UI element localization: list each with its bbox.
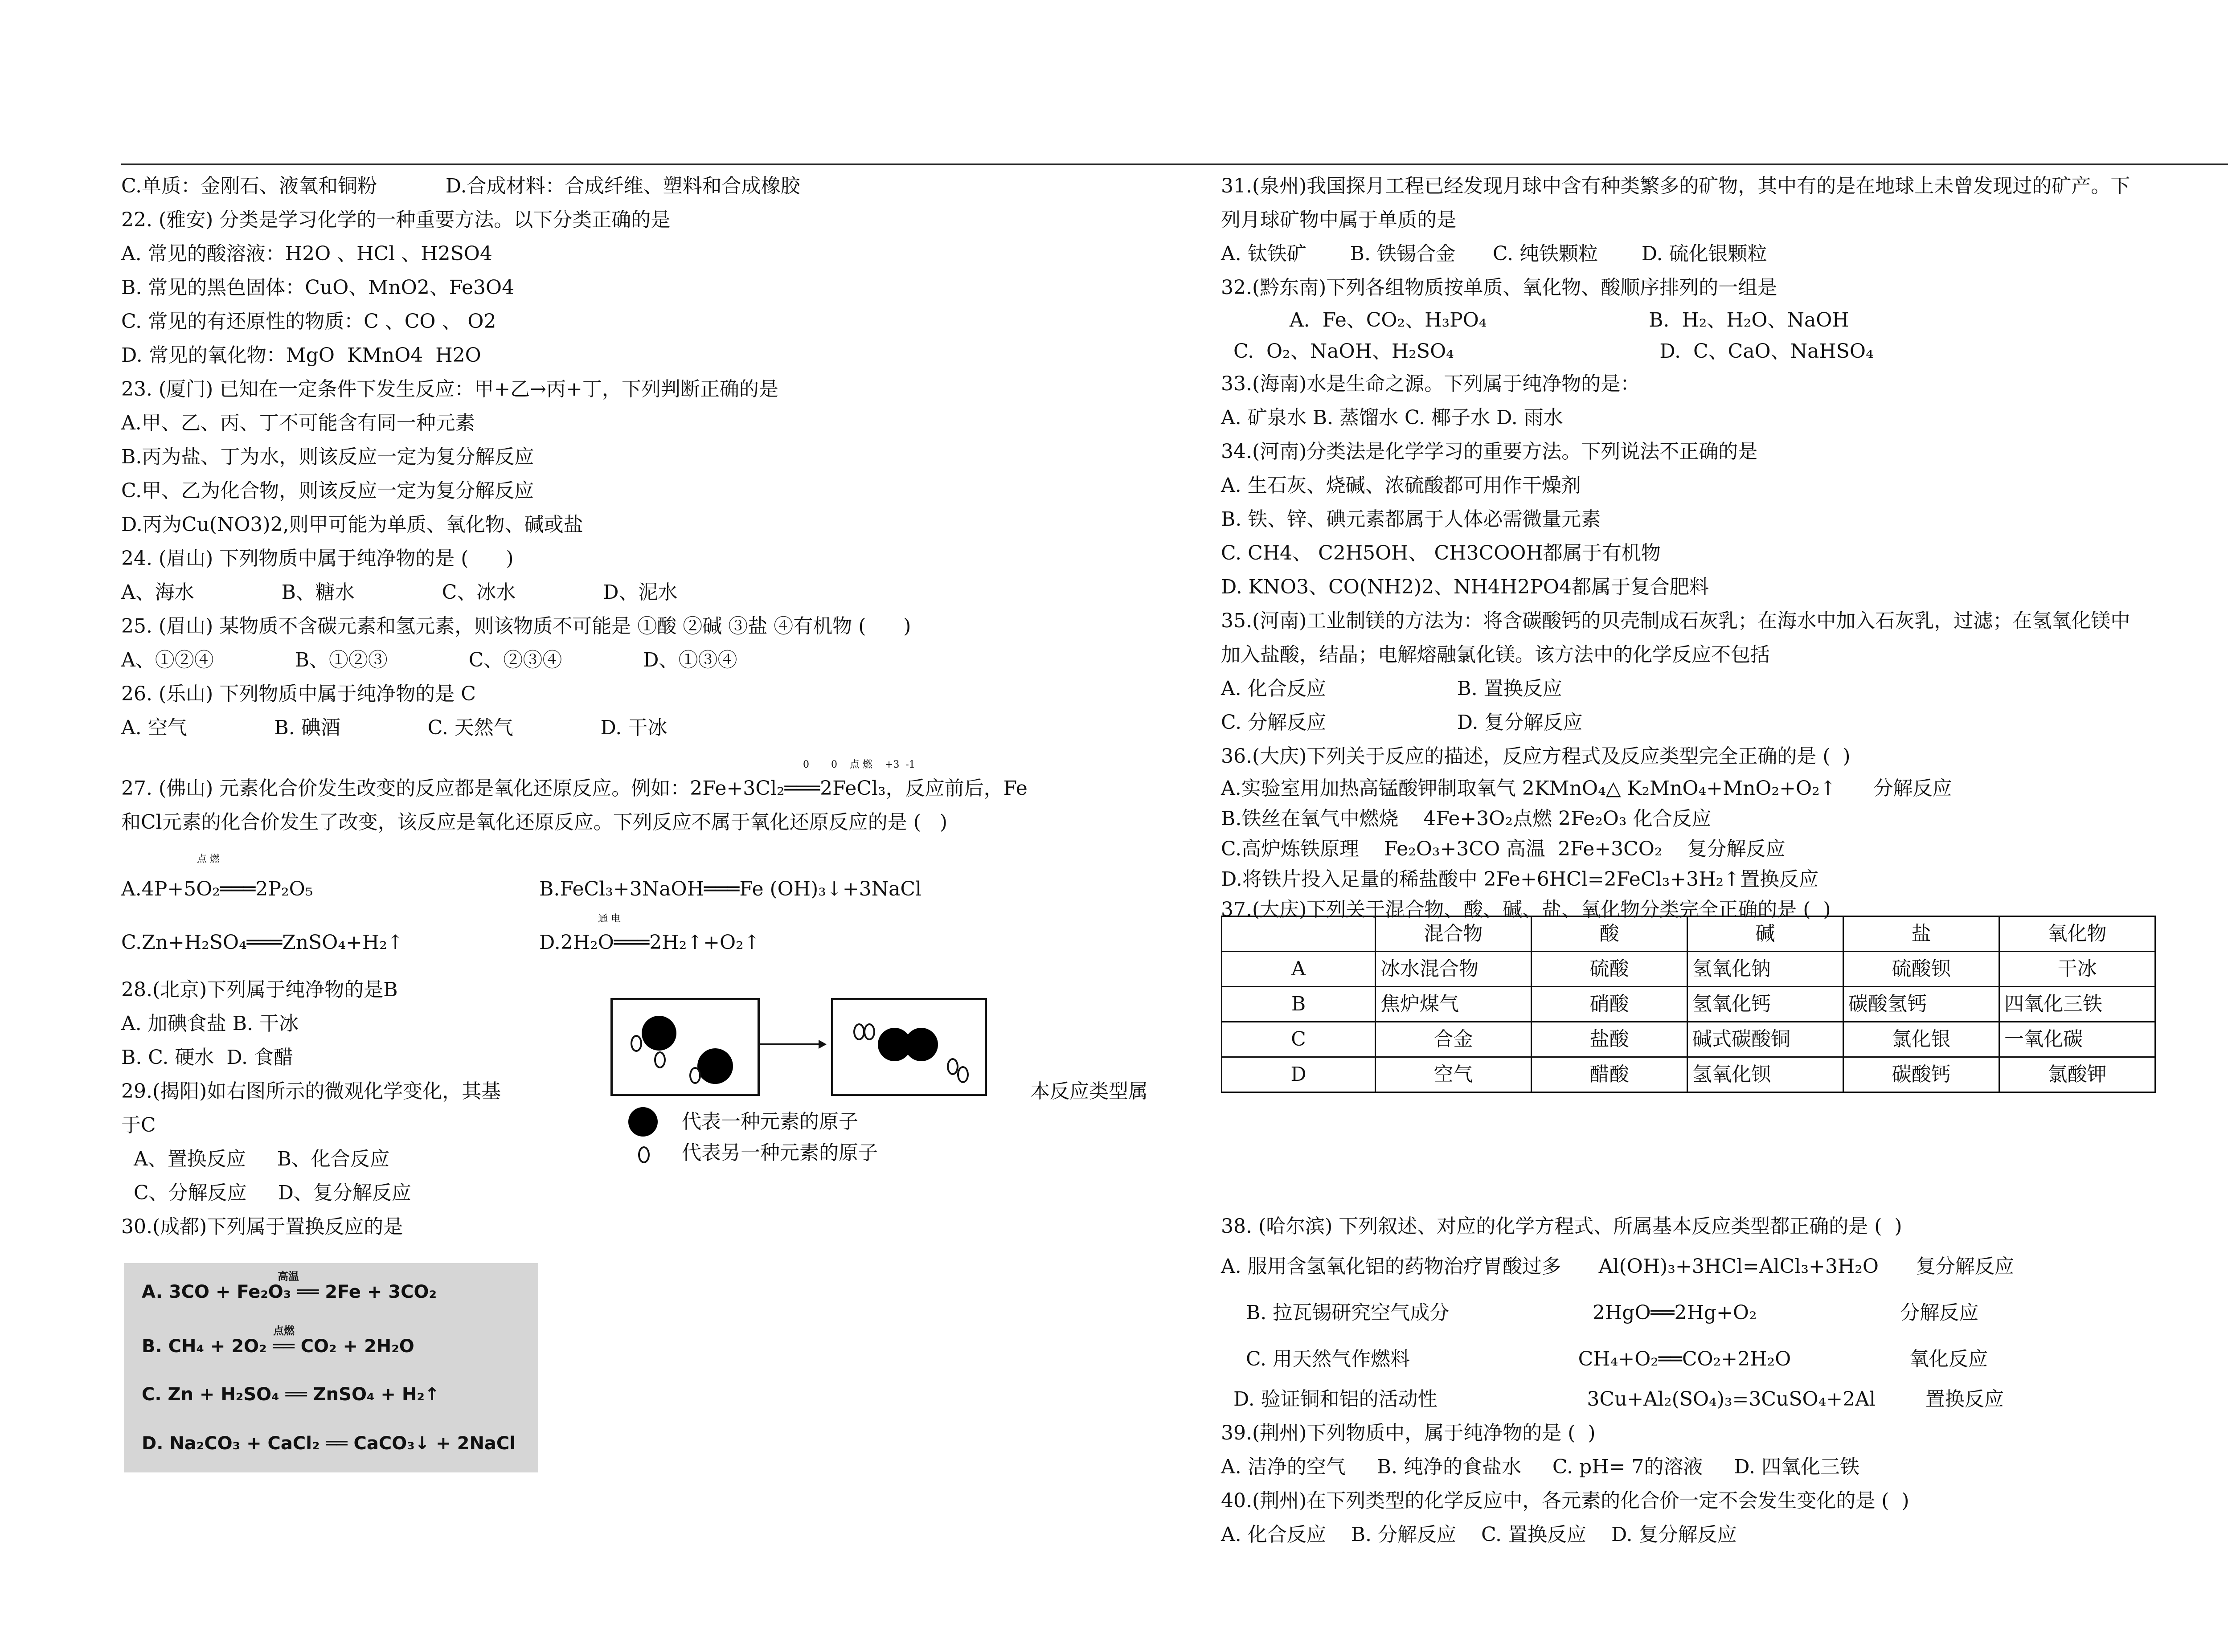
table-cell: A [1222, 952, 1376, 987]
table-cell: 硫酸 [1532, 952, 1687, 987]
eq-b-condition: 点燃 [273, 1325, 295, 1337]
table-header: 酸 [1532, 916, 1687, 952]
eq-b: B. CH₄ + 2O₂ ══ CO₂ + 2H₂O [142, 1336, 414, 1357]
question-29-text: 29.(揭阳)如右图所示的微观化学变化，其基 [121, 1080, 501, 1103]
table-header: 盐 [1843, 916, 1999, 952]
table-row [1222, 1057, 2155, 1092]
table-cell: 硫酸钡 [1843, 952, 1999, 987]
option-line: B.丙为盐、丁为水，则该反应一定为复分解反应 [121, 446, 534, 468]
table-cell: 空气 [1376, 1057, 1532, 1092]
legend-big-atom-icon [628, 1107, 658, 1137]
option-line: B. 拉瓦锡研究空气成分 2HgO══2Hg+O₂ 分解反应 [1221, 1301, 1979, 1324]
q27-options-ab [121, 866, 1182, 912]
q27-option-a: A.4P+5O₂═══2P₂O₅ [121, 878, 313, 900]
question-30: 30.(成都)下列属于置换反应的是 [121, 1215, 403, 1238]
reaction-arrow-icon [760, 1039, 827, 1050]
table-cell: 碳酸钙 [1843, 1057, 1999, 1092]
big-atom [905, 1028, 938, 1061]
question-36: 36.(大庆)下列关于反应的描述，反应方程式及反应类型完全正确的是 ( ) [1221, 745, 1851, 768]
right-column-lower [1221, 1210, 2228, 1552]
question-29-cont: 于C [121, 1114, 156, 1137]
small-atom [864, 1023, 875, 1040]
text-line: C.单质：金刚石、液氧和铜粉 D.合成材料：合成纤维、塑料和合成橡胶 [121, 175, 800, 197]
option-line: B. C. 硬水 D. 食醋 [121, 1046, 294, 1069]
eq-c: C. Zn + H₂SO₄ ══ ZnSO₄ + H₂↑ [142, 1384, 440, 1405]
table-cell: 冰水混合物 [1376, 952, 1532, 987]
option-line: B. 常见的黑色固体：CuO、MnO2、Fe3O4 [121, 276, 515, 299]
table-header: 氧化物 [1999, 916, 2155, 952]
table-cell: 醋酸 [1532, 1057, 1687, 1092]
option-line: A、①②④ B、①②③ C、②③④ D、①③④ [121, 649, 737, 671]
legend-small-atom-icon [638, 1146, 650, 1163]
table-cell: 焦炉煤气 [1376, 987, 1532, 1022]
option-line: B. 铁、锌、碘元素都属于人体必需微量元素 [1221, 508, 1601, 531]
q27-options-cd [121, 926, 1182, 960]
big-atom [642, 1016, 676, 1051]
small-atom [957, 1066, 969, 1083]
option-line: C. 分解反应 D. 复分解反应 [1221, 711, 1583, 734]
question-27: 27. (佛山) 元素化合价发生改变的反应都是氧化还原反应。例如：2Fe+3Cl₂═══2FeCl₃，反应前后，Fe [121, 777, 1028, 800]
table-cell: C [1222, 1022, 1376, 1057]
question-40: 40.(荆州)在下列类型的化学反应中，各元素的化合价一定不会发生变化的是 ( ) [1221, 1489, 1909, 1512]
table-header [1222, 916, 1376, 952]
option-line: C. CH4、 C2H5OH、 CH3COOH都属于有机物 [1221, 542, 1661, 564]
option-line: D.将铁片投入足量的稀盐酸中 2Fe+6HCl=2FeCl₃+3H₂↑置换反应 [1221, 868, 1818, 891]
table-cell: 一氧化碳 [1999, 1022, 2155, 1057]
q27-a-condition: 点 燃 [197, 854, 220, 865]
option-line: A. 洁净的空气 B. 纯净的食盐水 C. pH= 7的溶液 D. 四氧化三铁 [1221, 1456, 1859, 1478]
classification-table [1221, 916, 2156, 1093]
option-line: A. 服用含氢氧化铝的药物治疗胃酸过多 Al(OH)₃+3HCl=AlCl₃+3H₂O 复分解反应 [1221, 1255, 2014, 1278]
table-header: 碱 [1687, 916, 1843, 952]
question-24: 24. (眉山) 下列物质中属于纯净物的是 ( ) [121, 547, 514, 570]
question-39: 39.(荆州)下列物质中，属于纯净物的是 ( ) [1221, 1422, 1596, 1444]
table-cell: B [1222, 987, 1376, 1022]
question-27-cont: 和Cl元素的化合价发生了改变，该反应是氧化还原反应。下列反应不属于氧化还原反应的是 ( ) [121, 811, 948, 834]
table-row [1222, 952, 2155, 987]
table-cell: 四氧化三铁 [1999, 987, 2155, 1022]
table-cell: 碳酸氢钙 [1843, 987, 1999, 1022]
option-line: A. 加碘食盐 B. 干冰 [121, 1012, 299, 1035]
question-32: 32.(黔东南)下列各组物质按单质、氧化物、酸顺序排列的一组是 [1221, 276, 1777, 299]
table-row [1222, 1022, 2155, 1057]
option-line: B.铁丝在氧气中燃烧 4Fe+3O₂点燃 2Fe₂O₃ 化合反应 [1221, 807, 1712, 830]
option-line: D.丙为Cu(NO3)2,则甲可能为单质、氧化物、碱或盐 [121, 513, 583, 536]
option-line: A. 常见的酸溶液：H2O 、HCl 、H2SO4 [121, 242, 492, 265]
option-line: C.甲、乙为化合物，则该反应一定为复分解反应 [121, 479, 534, 502]
option-line: A、海水 B、糖水 C、冰水 D、泥水 [121, 581, 678, 604]
q27-option-d: D.2H₂O═══2H₂↑+O₂↑ [539, 931, 760, 954]
option-line: C、分解反应 D、复分解反应 [121, 1182, 411, 1204]
q27-d-condition: 通 电 [598, 913, 621, 924]
table-cell: 氢氧化钠 [1687, 952, 1843, 987]
option-line: A. 矿泉水 B. 蒸馏水 C. 椰子水 D. 雨水 [1221, 406, 1563, 429]
question-29-tail: 本反应类型属 [1030, 1080, 1148, 1103]
question-31: 31.(泉州)我国探月工程已经发现月球中含有种类繁多的矿物，其中有的是在地球上未曾发现过的矿产。下 [1221, 175, 2130, 197]
option-line: D. KNO3、CO(NH2)2、NH4H2PO4都属于复合肥料 [1221, 576, 1709, 598]
right-column [1221, 169, 2228, 925]
equations-photo [124, 1263, 538, 1472]
legend-big-label: 代表一种元素的原子 [682, 1110, 858, 1133]
q27-option-b: B.FeCl₃+3NaOH═══Fe (OH)₃↓+3NaCl [539, 878, 922, 900]
option-line: A. 生石灰、烧碱、浓硫酸都可用作干燥剂 [1221, 474, 1581, 497]
question-37: 37.(大庆)下列关于混合物、酸、碱、盐、氧化物分类完全正确的是 ( ) [1221, 898, 1831, 921]
big-atom [697, 1048, 733, 1084]
table-cell: D [1222, 1057, 1376, 1092]
option-line: C. 常见的有还原性的物质：C 、CO 、 O2 [121, 310, 496, 333]
reaction-diagram [610, 998, 1047, 1176]
question-25: 25. (眉山) 某物质不含碳元素和氢元素，则该物质不可能是 ①酸 ②碱 ③盐 ④有机物 ( ) [121, 615, 911, 638]
question-35-cont: 加入盐酸，结晶；电解熔融氯化镁。该方法中的化学反应不包括 [1221, 643, 1770, 666]
eq-a: A. 3CO + Fe₂O₃ ══ 2Fe + 3CO₂ [142, 1282, 437, 1302]
legend-small-label: 代表另一种元素的原子 [682, 1141, 878, 1164]
option-line: D. 常见的氧化物：MgO KMnO4 H2O [121, 344, 481, 367]
table-cell: 氢氧化钙 [1687, 987, 1843, 1022]
option-line: A. 化合反应 B. 置换反应 [1221, 677, 1562, 700]
table-cell: 氢氧化钡 [1687, 1057, 1843, 1092]
table-cell: 硝酸 [1532, 987, 1687, 1022]
option-line: A. 空气 B. 碘酒 C. 天然气 D. 干冰 [121, 716, 668, 739]
table-cell: 碱式碳酸铜 [1687, 1022, 1843, 1057]
question-35: 35.(河南)工业制镁的方法为：将含碳酸钙的贝壳制成石灰乳；在海水中加入石灰乳，过滤；在氢氧化镁中 [1221, 609, 2130, 632]
question-31-cont: 列月球矿物中属于单质的是 [1221, 209, 1456, 231]
table-header-row [1222, 916, 2155, 952]
header-rule [121, 164, 2228, 165]
option-line: A.实验室用加热高锰酸钾制取氧气 2KMnO₄△ K₂MnO₄+MnO₂+O₂↑ 分解反应 [1221, 777, 1952, 800]
question-28: 28.(北京)下列属于纯净物的是B [121, 978, 398, 1001]
question-34: 34.(河南)分类法是化学学习的重要方法。下列说法不正确的是 [1221, 440, 1758, 463]
table-cell: 氯化银 [1843, 1022, 1999, 1057]
question-33: 33.(海南)水是生命之源。下列属于纯净物的是： [1221, 372, 1640, 395]
question-22: 22. (雅安) 分类是学习化学的一种重要方法。以下分类正确的是 [121, 209, 671, 231]
table-cell: 氯酸钾 [1999, 1057, 2155, 1092]
question-26: 26. (乐山) 下列物质中属于纯净物的是 C [121, 683, 476, 705]
small-atom [654, 1051, 666, 1068]
option-line: C. 用天然气作燃料 CH₄+O₂══CO₂+2H₂O 氧化反应 [1221, 1348, 1988, 1370]
eq-a-condition: 高温 [278, 1270, 299, 1283]
question-38: 38. (哈尔滨) 下列叙述、对应的化学方程式、所属基本反应类型都正确的是 ( ) [1221, 1215, 1902, 1238]
table-cell: 合金 [1376, 1022, 1532, 1057]
reactant-box [610, 998, 760, 1096]
option-line: D. 验证铜和铝的活动性 3Cu+Al₂(SO₄)₃=3CuSO₄+2Al 置换反应 [1221, 1388, 2004, 1411]
table-cell: 干冰 [1999, 952, 2155, 987]
small-atom [947, 1058, 958, 1075]
option-line: C. O₂、NaOH、H₂SO₄ D. C、CaO、NaHSO₄ [1221, 340, 1874, 363]
option-line: A. Fe、CO₂、H₃PO₄ B. H₂、H₂O、NaOH [1221, 309, 1849, 331]
option-line: A. 钛铁矿 B. 铁锡合金 C. 纯铁颗粒 D. 硫化银颗粒 [1221, 242, 1767, 265]
small-atom [689, 1067, 701, 1084]
product-box [831, 998, 987, 1096]
option-line: C.高炉炼铁原理 Fe₂O₃+3CO 高温 2Fe+3CO₂ 复分解反应 [1221, 838, 1786, 860]
option-line: A.甲、乙、丙、丁不可能含有同一种元素 [121, 412, 475, 434]
table-row [1222, 987, 2155, 1022]
option-line: A. 化合反应 B. 分解反应 C. 置换反应 D. 复分解反应 [1221, 1523, 1737, 1546]
table-cell: 盐酸 [1532, 1022, 1687, 1057]
q27-valence-marks: 0 0 点 燃 +3 -1 [803, 759, 915, 770]
question-23: 23. (厦门) 已知在一定条件下发生反应：甲+乙→丙+丁，下列判断正确的是 [121, 378, 778, 401]
small-atom [631, 1035, 642, 1052]
q27-option-c: C.Zn+H₂SO₄═══ZnSO₄+H₂↑ [121, 931, 404, 954]
table-header: 混合物 [1376, 916, 1532, 952]
option-line: A、置换反应 B、化合反应 [121, 1148, 390, 1170]
eq-d: D. Na₂CO₃ + CaCl₂ ══ CaCO₃↓ + 2NaCl [142, 1433, 516, 1454]
